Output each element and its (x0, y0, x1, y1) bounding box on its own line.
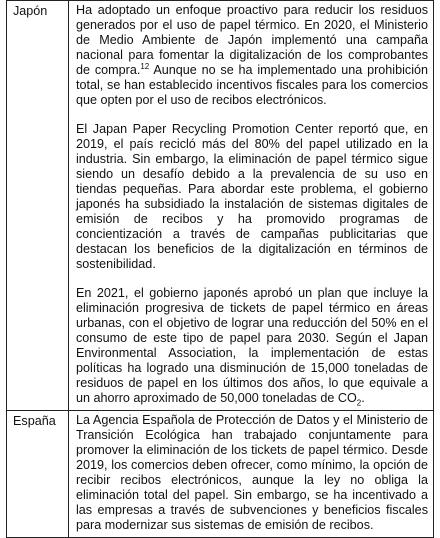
paragraph (76, 286, 428, 406)
country-name: Japón (13, 4, 48, 18)
subscript-text: 2 (356, 398, 362, 408)
paragraph-text: . (361, 391, 365, 405)
footnote-reference: 12 (140, 61, 150, 71)
paragraph-text: La Agencia Española de Protección de Datos y el Ministerio de Transición Ecológica han trabajado conjuntamente para promover la eliminación de los tickets de papel térmico. Desde 2019, los comercios deben ofrecer, como mínimo, la opción de recibir recibos electrónicos, aunque la ley no obliga la eliminación total del papel. Sin embargo, se ha incentivado a las empresas a través de subvenciones y beneficios fiscales para modernizar sus sistemas de emisión de recibos. (76, 413, 428, 532)
paragraph (76, 3, 428, 108)
country-cell (7, 1, 69, 411)
table-row-japon (7, 1, 434, 411)
paragraph-text: Aunque no se ha implementado una prohibición total, se han establecido incentivos fiscales para los comercios que opten por el uso de recibos electrónicos. (76, 63, 429, 107)
paragraph-text: Ha adoptado un enfoque proactivo para reducir los residuos generados por el uso de papel térmico. En 2020, el Ministerio de Medio Ambiente de Japón implementó una campaña nacional para fomentar la digitalización de los comprobantes de compra. (76, 3, 428, 77)
country-policy-table (6, 0, 434, 538)
country-name: España (13, 414, 56, 428)
country-cell (7, 411, 69, 538)
paragraph (76, 413, 428, 533)
description-cell (69, 411, 434, 538)
paragraph-text: El Japan Paper Recycling Promotion Center reportó que, en 2019, el país recicló más del 80% del papel utilizado en la industria. Sin embargo, la eliminación de papel térmico sigue siendo un desafío debido a la prevalencia de su uso en tiendas pequeñas. Para abordar este problema, el gobierno japonés ha subsidiado la instalación de sistemas digitales de emisión de recibos y ha promovido programas de concientización a través de campañas publicitarias que destacan los beneficios de la digitalización en términos de sostenibilidad. (76, 122, 428, 271)
description-cell (69, 1, 434, 411)
paragraph-text: En 2021, el gobierno japonés aprobó un plan que incluye la eliminación progresiva de tickets de papel térmico en áreas urbanas, con el objetivo de lograr una reducción del 50% en el consumo de este tipo de papel para 2030. Según el Japan Environmental Association, la implementación de estas políticas ha logrado una disminución de 15,000 toneladas de residuos de papel en los últimos dos años, lo que equivale a un ahorro aproximado de 50,000 toneladas de CO (76, 286, 428, 405)
paragraph (76, 122, 428, 272)
table-row-espana (7, 411, 434, 538)
